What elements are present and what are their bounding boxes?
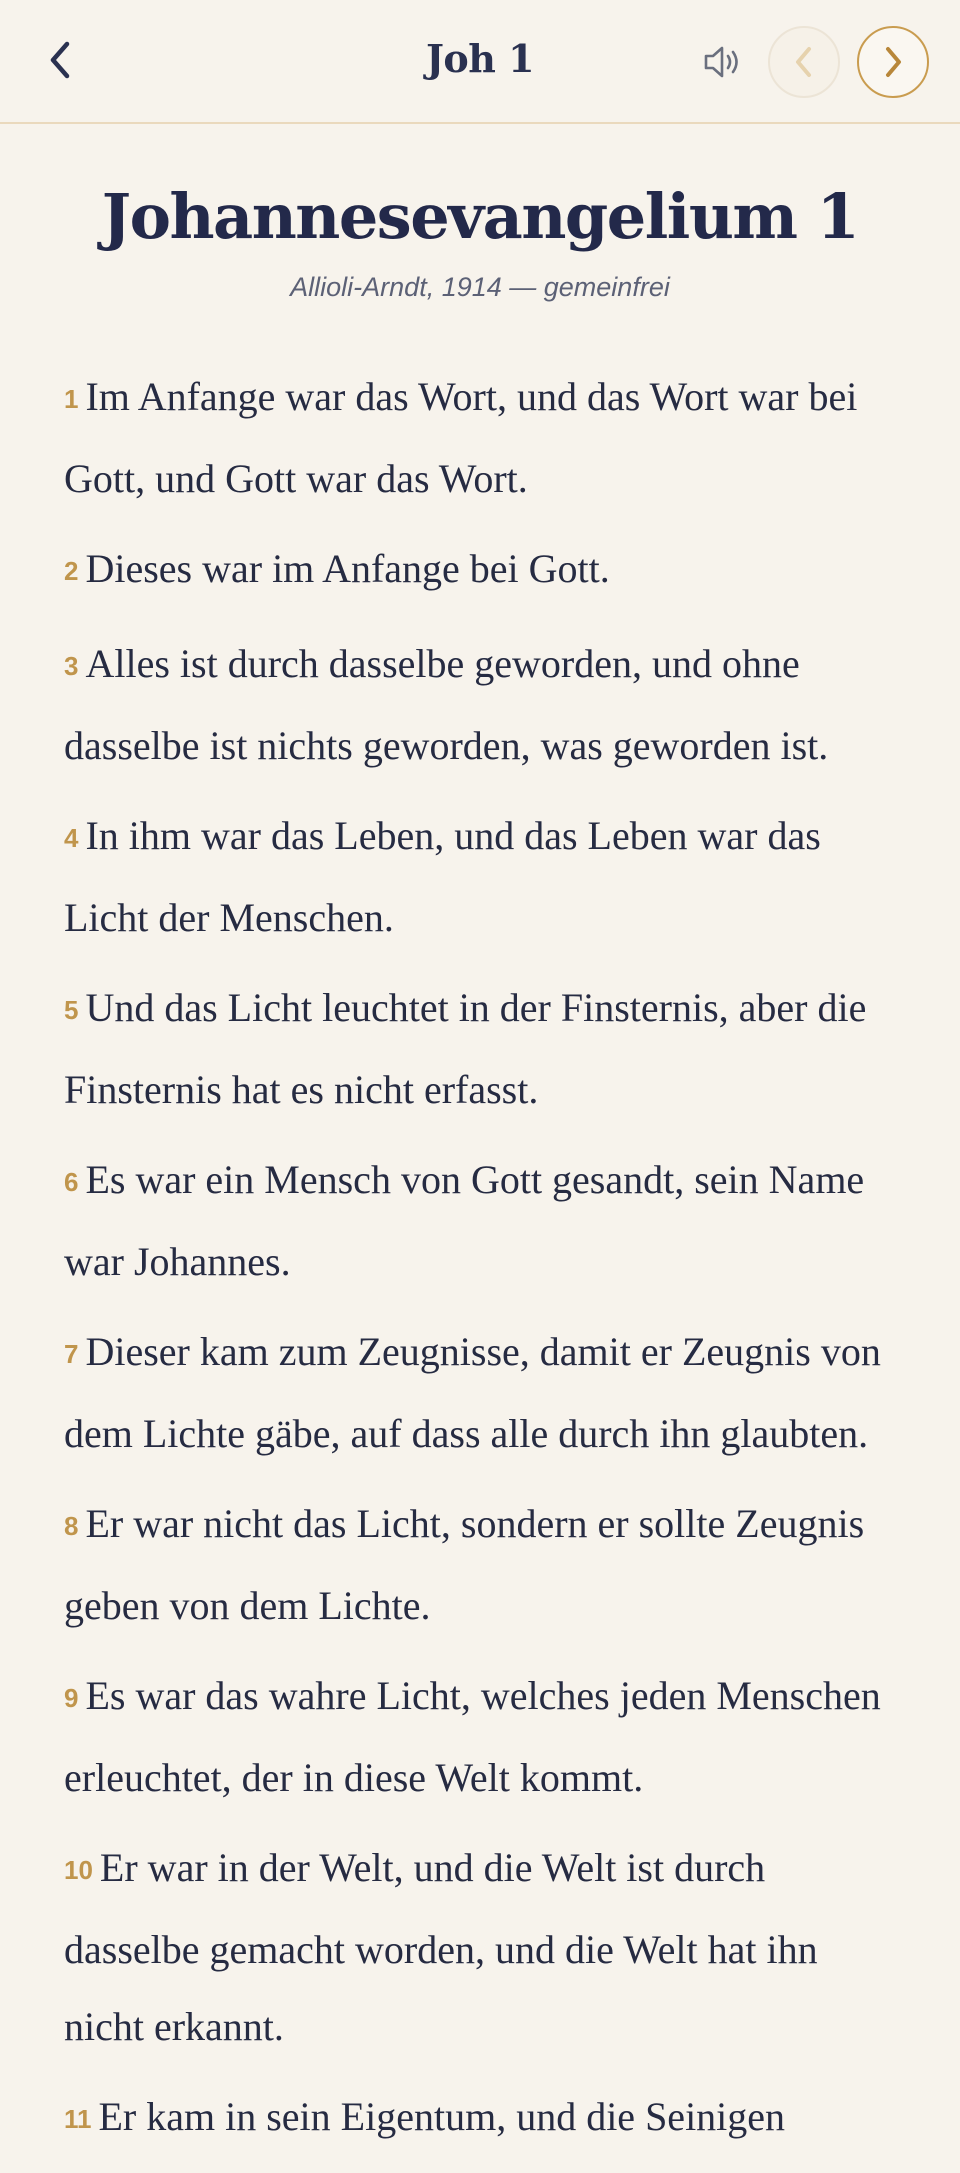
verse: [64, 1141, 906, 1300]
verse: [64, 1657, 906, 1816]
verse-number: 2: [64, 556, 79, 586]
speaker-icon: [703, 44, 745, 80]
verse: [64, 358, 906, 517]
verse-number: 5: [64, 995, 79, 1025]
verse: [64, 625, 906, 784]
verse-text: Es war das wahre Licht, welches jeden Menschen erleuchtet, der in diese Welt kommt.: [64, 1673, 881, 1800]
verse-number: 9: [64, 1683, 79, 1713]
chevron-left-icon: [792, 45, 816, 79]
verse: [64, 1829, 906, 2065]
verse-text: Dieses war im Anfange bei Gott.: [85, 546, 610, 591]
verse-text: Im Anfange war das Wort, und das Wort war bei Gott, und Gott war das Wort.: [64, 374, 858, 501]
verse-number: 10: [64, 1855, 93, 1885]
next-chapter-button[interactable]: [857, 26, 929, 98]
verse-text: In ihm war das Leben, und das Leben war das Licht der Menschen.: [64, 813, 821, 940]
verse: [64, 1313, 906, 1472]
previous-chapter-button[interactable]: [768, 26, 840, 98]
translation-subtitle: Allioli-Arndt, 1914 — gemeinfrei: [290, 272, 670, 302]
top-bar: [0, 0, 960, 124]
verse-text: Er war in der Welt, und die Welt ist durch dasselbe gemacht worden, und die Welt hat ihn nicht erkannt.: [64, 1845, 818, 2049]
verse-number: 3: [64, 651, 79, 681]
verse: [64, 969, 906, 1128]
audio-button[interactable]: [700, 38, 748, 86]
verse-number: 7: [64, 1339, 79, 1369]
verse-text: Dieser kam zum Zeugnisse, damit er Zeugnis von dem Lichte gäbe, auf dass alle durch ihn glaubten.: [64, 1329, 881, 1456]
verse-text: Und das Licht leuchtet in der Finsternis, aber die Finsternis hat es nicht erfasst.: [64, 985, 867, 1112]
verse-number: 4: [64, 823, 79, 853]
verse-list: [64, 358, 906, 2173]
verse: [64, 530, 906, 612]
verse-number: 11: [64, 2104, 92, 2134]
verse: [64, 1485, 906, 1644]
verse-text: Er war nicht das Licht, sondern er sollte Zeugnis geben von dem Lichte.: [64, 1501, 865, 1628]
verse: [64, 797, 906, 956]
verse-text: Er kam in sein Eigentum, und die Seinigen: [98, 2094, 786, 2139]
verse: [64, 2078, 906, 2160]
verse-number: 1: [64, 384, 79, 414]
chapter-reference-title: Joh 1: [425, 36, 535, 81]
verse-text: Es war ein Mensch von Gott gesandt, sein Name war Johannes.: [64, 1157, 865, 1284]
chevron-right-icon: [881, 45, 905, 79]
chapter-heading: Johannesevangelium 1: [101, 180, 859, 253]
verse-number: 8: [64, 1511, 79, 1541]
verse-number: 6: [64, 1167, 79, 1197]
verse-text: Alles ist durch dasselbe geworden, und ohne dasselbe ist nichts geworden, was geworden ist.: [64, 641, 829, 768]
